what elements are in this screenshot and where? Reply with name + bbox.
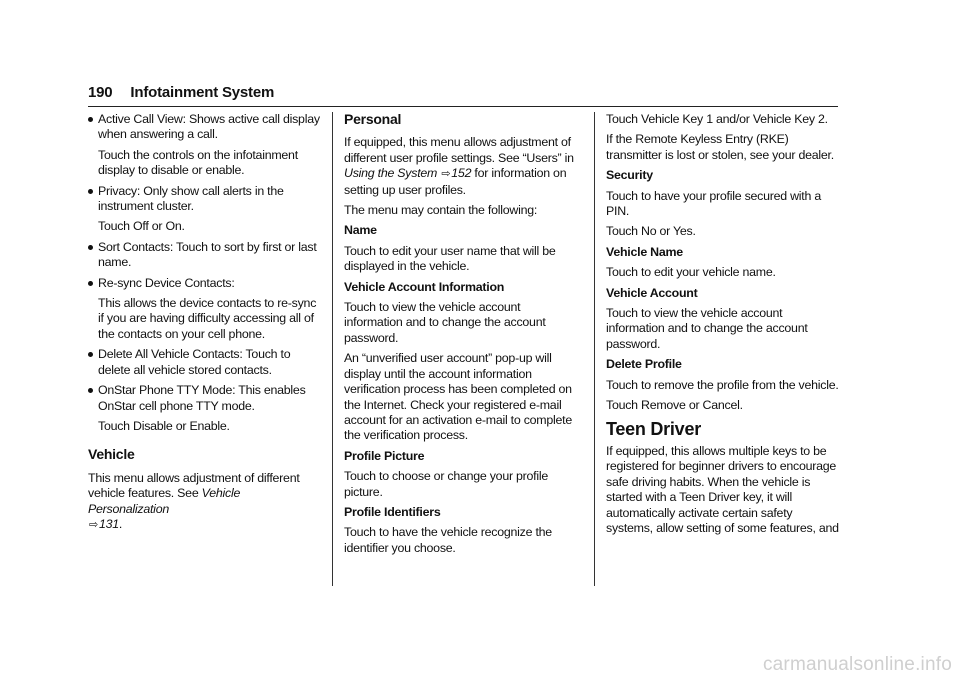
vehicle-heading: Vehicle (88, 446, 135, 463)
page-reference-number[interactable]: 131 (98, 516, 119, 531)
paragraph: The menu may contain the following: (344, 203, 538, 218)
watermark: carmanualsonline.info (762, 654, 952, 675)
list-item-text: Active Call View: Shows active call display when answering a call. (98, 112, 320, 142)
note: This allows the device contacts to re-sync if you are having difficulty accessing all of the contacts on your cell phone. (98, 296, 317, 341)
personal-heading: Personal (344, 111, 402, 127)
column-left (88, 112, 324, 538)
column-middle (344, 112, 582, 561)
paragraph: Touch to edit your vehicle name. (606, 265, 776, 280)
list-item (88, 184, 324, 215)
paragraph: Touch No or Yes. (606, 224, 696, 239)
paragraph: If the Remote Keyless Entry (RKE) transmitter is lost or stolen, see your dealer. (606, 132, 834, 162)
subheading-delete-profile: Delete Profile (606, 357, 682, 372)
column-divider (332, 112, 333, 586)
subheading-security: Security (606, 168, 653, 183)
paragraph: Touch to have the vehicle recognize the identifier you choose. (344, 525, 552, 555)
list-item-text: Sort Contacts: Touch to sort by first or last name. (98, 239, 317, 270)
vehicle-paragraph: This menu allows adjustment of different vehicle features. See Vehicle Personalization ⇨131. (88, 471, 324, 534)
paragraph: Touch to choose or change your profile picture. (344, 469, 549, 499)
teen-driver-heading: Teen Driver (606, 418, 701, 439)
column-right (606, 112, 842, 541)
note: Touch Disable or Enable. (98, 418, 230, 433)
list-item-text: Delete All Vehicle Contacts: Touch to delete all vehicle stored contacts. (98, 347, 291, 377)
column-divider (594, 112, 595, 586)
paragraph: If equipped, this allows multiple keys to be registered for beginner drivers to encourage safe driving habits. When the vehicle is started with a Teen Driver key, it will automatically activate certain safety systems, allow setting of some features, and (606, 443, 839, 535)
paragraph: Touch to view the vehicle account information and to change the account password. (606, 306, 808, 351)
list-item-text: Re-sync Device Contacts: (98, 275, 235, 290)
paragraph-text: This menu allows adjustment of different vehicle features. See (88, 470, 300, 501)
subheading-name: Name (344, 223, 377, 238)
bullet-icon (88, 388, 93, 393)
cross-reference-link[interactable]: Vehicle Personalization (88, 486, 241, 516)
section-title: Infotainment System (130, 84, 275, 101)
note: Touch the controls on the infotainment display to disable or enable. (98, 147, 298, 178)
page-reference-number[interactable]: 152 (451, 166, 472, 181)
cross-reference-link[interactable]: Using the System (344, 166, 438, 181)
paragraph: Touch Remove or Cancel. (606, 398, 743, 413)
paragraph: Touch to view the vehicle account information and to change the account password. (344, 300, 546, 345)
subheading-profile-identifiers: Profile Identifiers (344, 504, 441, 519)
list-item (88, 240, 324, 271)
bullet-icon (88, 245, 93, 250)
list-item (88, 383, 324, 414)
list-item (88, 276, 324, 291)
paragraph: Touch Vehicle Key 1 and/or Vehicle Key 2. (606, 112, 828, 126)
paragraph: An “unverified user account” pop-up will display until the account information verification process has been completed on the Internet. Check your registered e-mail account for an activation e-mail to complete the verification process. (344, 351, 572, 443)
bullet-icon (88, 281, 93, 286)
paragraph: Touch to have your profile secured with a PIN. (606, 188, 821, 219)
paragraph-text: for information on setting up user profiles. (344, 166, 567, 197)
bullet-icon (88, 189, 93, 194)
bullet-icon (88, 352, 93, 357)
subheading-vehicle-name: Vehicle Name (606, 244, 683, 259)
bullet-icon (88, 117, 93, 122)
paragraph: Touch to edit your user name that will be displayed in the vehicle. (344, 243, 556, 274)
page-number: 190 (88, 84, 113, 101)
page-reference-icon: ⇨ (89, 518, 98, 531)
subheading-vehicle-account: Vehicle Account (606, 285, 698, 300)
list-item (88, 347, 324, 378)
list-item-text: Privacy: Only show call alerts in the instrument cluster. (98, 183, 284, 214)
subheading-vehicle-account-information: Vehicle Account Information (344, 279, 505, 294)
page-reference-icon: ⇨ (441, 168, 451, 181)
paragraph: Touch to remove the profile from the vehicle. (606, 377, 839, 392)
note: Touch Off or On. (98, 219, 185, 234)
page-header (88, 84, 838, 107)
personal-paragraph (344, 135, 582, 198)
list-item (88, 112, 324, 143)
list-item-text: OnStar Phone TTY Mode: This enables OnStar cell phone TTY mode. (98, 383, 306, 413)
paragraph-text: If equipped, this menu allows adjustment of different user profile settings. See “Users” in (344, 135, 574, 165)
subheading-profile-picture: Profile Picture (344, 448, 425, 463)
